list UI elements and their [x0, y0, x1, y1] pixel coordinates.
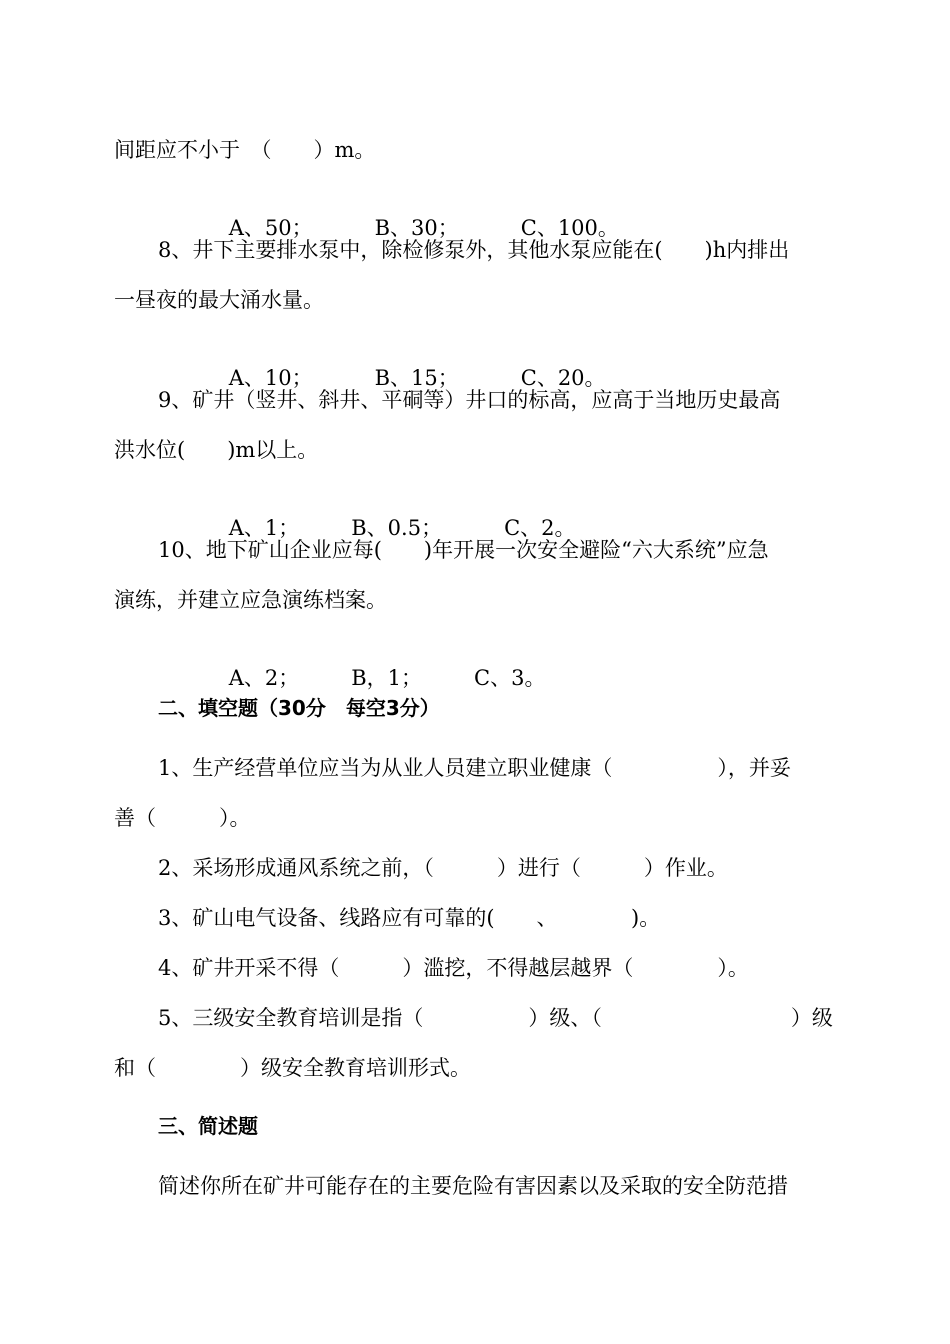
- q7-continuation: 间距应不小于 （ ）m。: [114, 138, 376, 162]
- fill1-line1: 1、生产经营单位应当为从业人员建立职业健康（ ），并妥: [158, 756, 791, 780]
- q8-option-a: A、10；: [228, 366, 313, 390]
- q8-text-line1: 8、井下主要排水泵中，除检修泵外，其他水泵应能在( )h内排出: [158, 238, 790, 262]
- fill3-text: 3、矿山电气设备、线路应有可靠的( 、 )。: [158, 906, 661, 930]
- fill5-line1: 5、三级安全教育培训是指（ ）级、（ ）级: [158, 1006, 833, 1030]
- fill5-line2: 和（ ）级安全教育培训形式。: [114, 1056, 471, 1080]
- q9-option-c: C、2。: [504, 516, 576, 540]
- q10-text-line1: 10、地下矿山企业应每( )年开展一次安全避险“六大系统”应急: [158, 538, 769, 562]
- q9-text-line2: 洪水位( )m以上。: [114, 438, 319, 462]
- section3-heading: 三、简述题: [158, 1114, 258, 1138]
- q7-option-a: A、50；: [228, 216, 313, 240]
- fill2-text: 2、采场形成通风系统之前，（ ）进行（ ）作业。: [158, 856, 728, 880]
- q9-text-line1: 9、矿井（竖井、斜井、平硐等）井口的标高，应高于当地历史最高: [158, 388, 781, 412]
- q8-text-line2: 一昼夜的最大涌水量。: [114, 288, 324, 312]
- fill1-line2: 善（ ）。: [114, 806, 251, 830]
- q8-option-c: C、20。: [520, 366, 606, 390]
- essay-question-line1: 简述你所在矿井可能存在的主要危险有害因素以及采取的安全防范措: [158, 1174, 788, 1198]
- fill4-text: 4、矿井开采不得（ ）滥挖，不得越层越界（ ）。: [158, 956, 749, 980]
- q10-option-c: C、3。: [474, 666, 546, 690]
- q10-option-b: B，1；: [351, 666, 423, 690]
- q10-text-line2: 演练，并建立应急演练档案。: [114, 588, 387, 612]
- q8-option-b: B、15；: [374, 366, 459, 390]
- q7-option-c: C、100。: [520, 216, 619, 240]
- q10-option-a: A、2；: [228, 666, 300, 690]
- q9-option-a: A、1；: [228, 516, 300, 540]
- section2-heading: 二、填空题（30分 每空3分）: [158, 696, 440, 720]
- q9-option-b: B、0.5；: [351, 516, 443, 540]
- q7-option-b: B、30；: [374, 216, 459, 240]
